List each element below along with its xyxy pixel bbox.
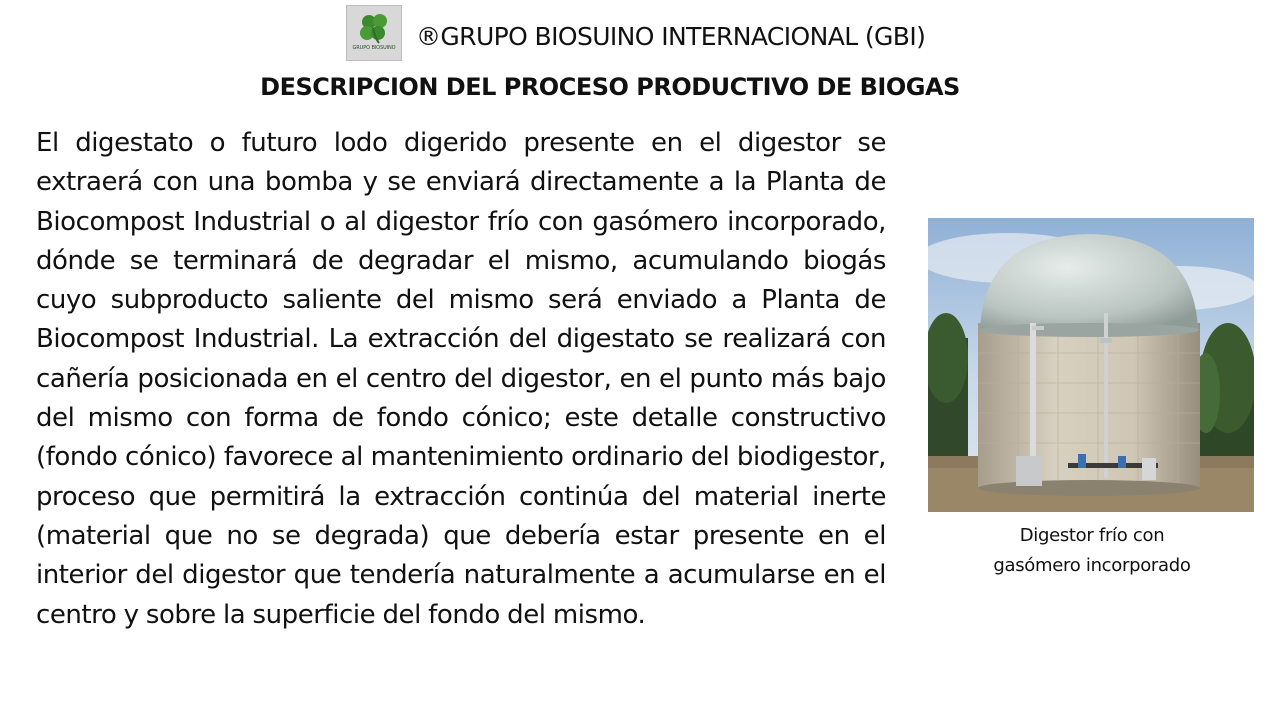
company-logo xyxy=(346,5,402,61)
brand-name: ®GRUPO BIOSUINO INTERNACIONAL (GBI) xyxy=(416,22,926,51)
caption-line: gasómero incorporado xyxy=(993,555,1191,576)
page-title: DESCRIPCION DEL PROCESO PRODUCTIVO DE BIOGAS xyxy=(260,73,960,101)
logo-text: GRUPO BIOSUINO xyxy=(352,45,396,51)
photo-caption xyxy=(946,521,1238,581)
caption-line: Digestor frío con xyxy=(1019,525,1165,546)
process-description: El digestato o futuro lodo digerido presente en el digestor se extraerá con una bomba y se enviará directamente a la Planta de Biocompost Industrial o al digestor frío con gasómero incorporado, dónde se terminará de degradar el mismo, acumulando biogás cuyo subproducto saliente del mismo será enviado a Planta de Biocompost Industrial. La extracción del digestato se realizará con cañería posicionada en el centro del digestor, en el punto más bajo del mismo con forma de fondo cónico; este detalle constructivo (fondo cónico) favorece al mantenimiento ordinario del biodigestor, proceso que permitirá la extracción continúa del material inerte (material que no se degrada) que debería estar presente en el interior del digestor que tendería naturalmente a acumularse en el centro y sobre la superficie del fondo del mismo. xyxy=(36,128,886,630)
clover-icon xyxy=(347,6,401,60)
digester-tank-photo xyxy=(928,218,1254,512)
